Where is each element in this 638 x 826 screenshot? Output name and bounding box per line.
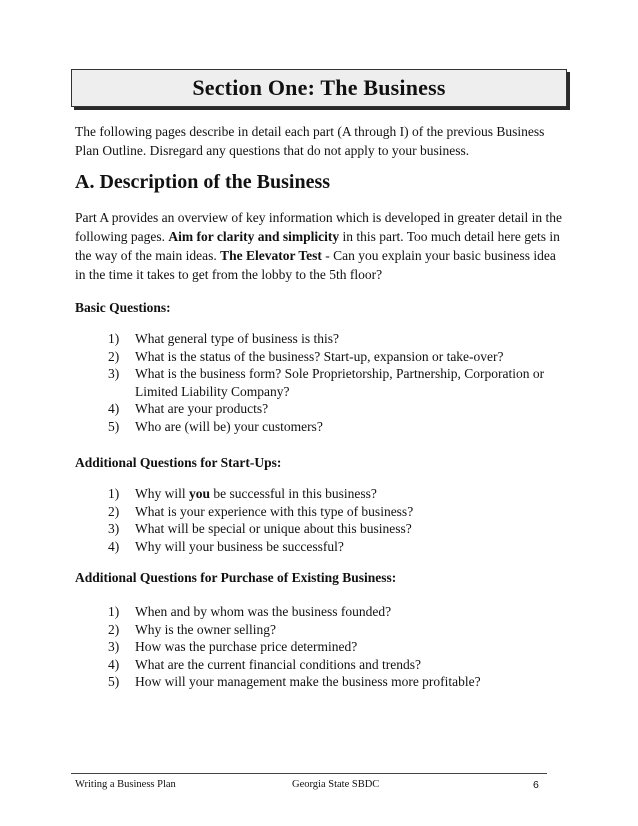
footer-organization: Georgia State SBDC <box>292 779 380 790</box>
item-number: 4) <box>108 656 120 672</box>
list-item <box>108 503 558 521</box>
item-text: What are the current financial conditions and trends? <box>135 656 422 672</box>
list-item <box>108 485 558 503</box>
item-text: Who are (will be) your customers? <box>135 418 323 434</box>
purchase-questions-heading: Additional Questions for Purchase of Existing Business: <box>75 570 397 585</box>
item-text: What are your products? <box>135 401 269 416</box>
list-item <box>108 520 558 538</box>
item-number: 1) <box>108 604 120 619</box>
startup-questions-heading: Additional Questions for Start-Ups: <box>75 455 282 470</box>
list-item <box>108 621 558 639</box>
list-item <box>108 330 558 348</box>
list-item <box>108 673 558 691</box>
purchase-questions-list <box>108 603 558 691</box>
list-item <box>108 538 558 556</box>
desc-text-2: in this part. Too much detail here gets in the way of the main ideas. <box>75 229 560 263</box>
desc-text-3: - Can you explain your basic business idea in the time it takes to get from the lobby to the 5th floor? <box>75 248 556 282</box>
item-number: 2) <box>108 503 120 519</box>
page-number: 6 <box>533 779 539 791</box>
part-a-description <box>75 208 565 284</box>
desc-bold-1: Aim for clarity and simplicity <box>168 229 340 244</box>
item-number: 2) <box>108 621 120 637</box>
item-number: 1) <box>108 331 120 346</box>
list-item <box>108 656 558 674</box>
footer-divider <box>71 773 547 774</box>
list-item <box>108 638 558 656</box>
item-number: 3) <box>108 521 120 536</box>
item-text: How was the purchase price determined? <box>135 639 358 654</box>
item-text: How will your management make the business more profitable? <box>135 674 481 689</box>
item-number: 5) <box>108 418 120 434</box>
list-item <box>108 418 558 436</box>
item-text: Why is the owner selling? <box>135 621 276 637</box>
startup-questions-list <box>108 485 558 555</box>
item-text: When and by whom was the business founded? <box>135 604 392 619</box>
item-number: 5) <box>108 674 120 689</box>
list-item <box>108 365 558 400</box>
item-text: Why will your business be successful? <box>135 538 344 554</box>
list-item <box>108 603 558 621</box>
list-item <box>108 348 558 366</box>
item-text-pre: Why will <box>135 486 189 501</box>
section-title: Section One: The Business <box>192 75 446 100</box>
item-number: 4) <box>108 538 120 554</box>
item-number: 3) <box>108 366 120 381</box>
part-a-heading: A. Description of the Business <box>75 171 331 193</box>
desc-bold-2: The Elevator Test <box>220 248 322 263</box>
item-number: 2) <box>108 348 120 364</box>
list-item <box>108 400 558 418</box>
item-text-post: be successful in this business? <box>210 486 377 501</box>
item-text <box>135 485 558 503</box>
basic-questions-list <box>108 330 558 435</box>
section-title-box <box>71 69 567 107</box>
basic-questions-heading: Basic Questions: <box>75 300 171 315</box>
item-number: 4) <box>108 401 120 416</box>
item-number: 3) <box>108 639 120 654</box>
item-number: 1) <box>108 486 120 501</box>
item-text: What is the business form? Sole Proprietorship, Partnership, Corporation or Limited Liability Company? <box>135 366 545 399</box>
intro-paragraph: The following pages describe in detail each part (A through I) of the previous Business Plan Outline. Disregard any questions that do not apply to your business. <box>75 124 545 158</box>
item-text: What will be special or unique about this business? <box>135 521 412 536</box>
item-text: What is the status of the business? Start-up, expansion or take-over? <box>135 348 504 364</box>
item-text-bold: you <box>189 486 211 501</box>
item-text: What general type of business is this? <box>135 331 339 346</box>
footer-doc-title: Writing a Business Plan <box>75 779 176 790</box>
item-text: What is your experience with this type of business? <box>135 503 414 519</box>
desc-text-1: Part A provides an overview of key information which is developed in greater detail in the following pages. <box>75 210 562 244</box>
